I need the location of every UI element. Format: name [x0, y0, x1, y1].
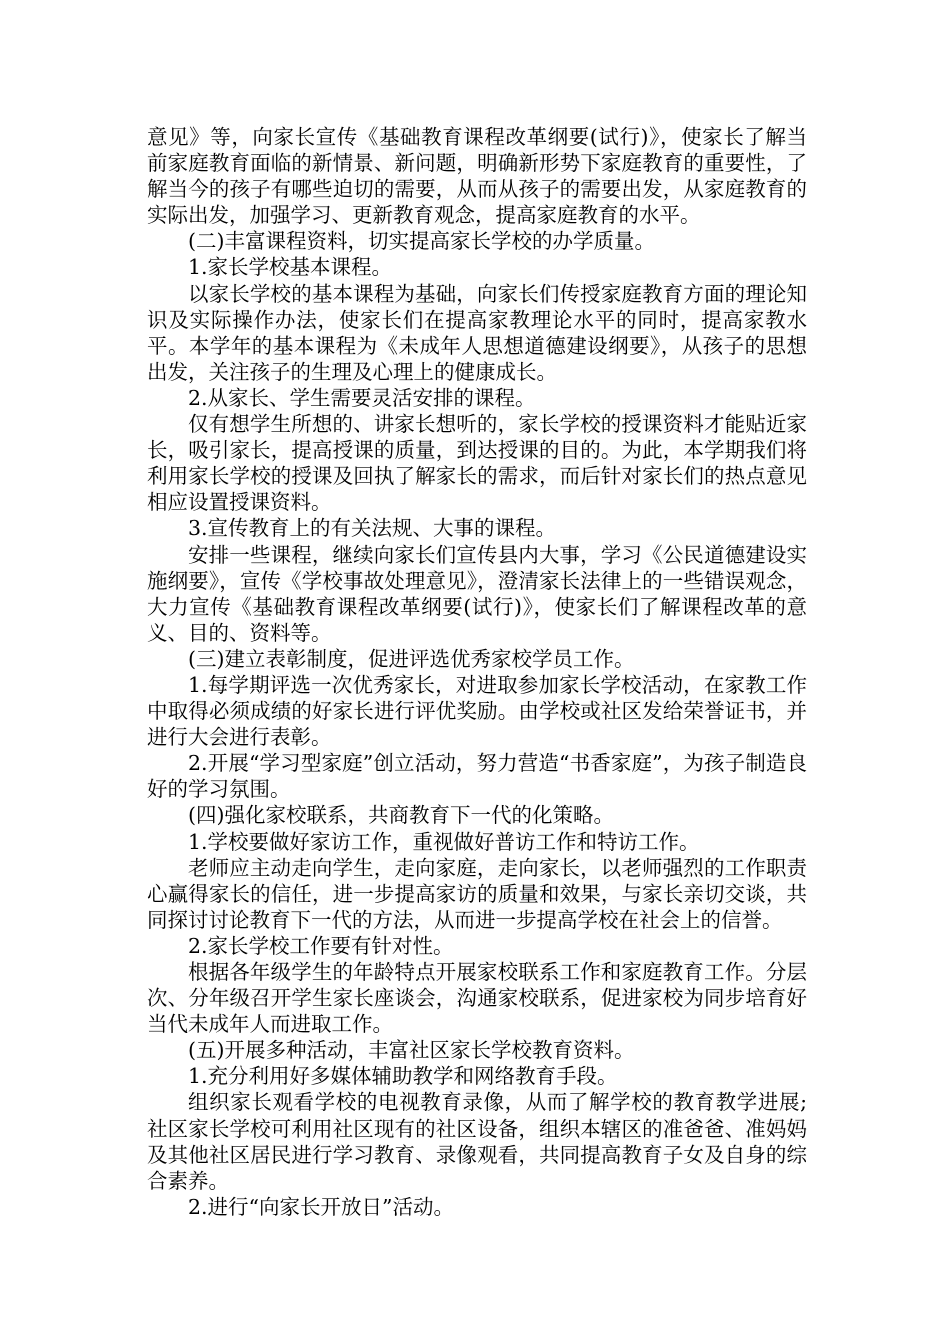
paragraph: 组织家长观看学校的电视教育录像，从而了解学校的教育教学进展;社区家长学校可利用社区现有的社区设备，组织本辖区的准爸爸、准妈妈及其他社区居民进行学习教育、录像观看，共同提高教育子女及自身的综合素养。	[147, 1090, 807, 1193]
subheading: 2.家长学校工作要有针对性。	[188, 933, 454, 958]
subheading: 2.进行“向家长开放日”活动。	[188, 1194, 455, 1219]
document-page	[147, 124, 807, 1220]
subheading: 3.宣传教育上的有关法规、大事的课程。	[188, 516, 557, 541]
paragraph: 以家长学校的基本课程为基础，向家长们传授家庭教育方面的理论知识及实际操作办法，使家长们在提高家教理论水平的同时，提高家教水平。本学年的基本课程为《未成年人思想道德建设纲要》，从孩子的思想出发，关注孩子的生理及心理上的健康成长。	[147, 281, 807, 384]
subheading: 2.从家长、学生需要灵活安排的课程。	[188, 385, 536, 410]
section-heading-2: (二)丰富课程资料，切实提高家长学校的办学质量。	[188, 229, 655, 254]
paragraph: 仅有想学生所想的、讲家长想听的，家长学校的授课资料才能贴近家长，吸引家长，提高授课的质量，到达授课的目的。为此，本学期我们将利用家长学校的授课及回执了解家长的需求，而后针对家长们的热点意见相应设置授课资料。	[147, 412, 807, 515]
section-heading-3: (三)建立表彰制度，促进评选优秀家校学员工作。	[188, 646, 635, 671]
section-heading-4: (四)强化家校联系，共商教育下一代的化策略。	[188, 803, 614, 828]
section-heading-5: (五)开展多种活动，丰富社区家长学校教育资料。	[188, 1038, 635, 1063]
paragraph: 老师应主动走向学生，走向家庭，走向家长，以老师强烈的工作职责心赢得家长的信任，进一步提高家访的质量和效果，与家长亲切交谈，共同探讨讨论教育下一代的方法，从而进一步提高学校在社会上的信誉。	[147, 855, 807, 932]
paragraph: 根据各年级学生的年龄特点开展家校联系工作和家庭教育工作。分层次、分年级召开学生家长座谈会，沟通家校联系，促进家校为同步培育好当代未成年人而进取工作。	[147, 960, 807, 1037]
paragraph: 1.每学期评选一次优秀家长，对进取参加家长学校活动，在家教工作中取得必须成绩的好家长进行评优奖励。由学校或社区发给荣誉证书，并进行大会进行表彰。	[147, 672, 807, 750]
subheading: 1.家长学校基本课程。	[188, 255, 393, 280]
paragraph-continued: 意见》等，向家长宣传《基础教育课程改革纲要(试行)》，使家长了解当前家庭教育面临的新情景、新问题，明确新形势下家庭教育的重要性，了解当今的孩子有哪些迫切的需要，从而从孩子的需要出发，从家庭教育的实际出发，加强学习、更新教育观念，提高家庭教育的水平。	[147, 125, 807, 228]
paragraph: 安排一些课程，继续向家长们宣传县内大事，学习《公民道德建设实施纲要》，宣传《学校事故处理意见》，澄清家长法律上的一些错误观念，大力宣传《基础教育课程改革纲要(试行)》，使家长们了解课程改革的意义、目的、资料等。	[147, 542, 807, 645]
subheading: 1.学校要做好家访工作，重视做好普访工作和特访工作。	[188, 829, 700, 854]
subheading: 1.充分利用好多媒体辅助教学和网络教育手段。	[188, 1064, 618, 1089]
paragraph: 2.开展“学习型家庭”创立活动，努力营造“书香家庭”，为孩子制造良好的学习氛围。	[147, 751, 807, 802]
